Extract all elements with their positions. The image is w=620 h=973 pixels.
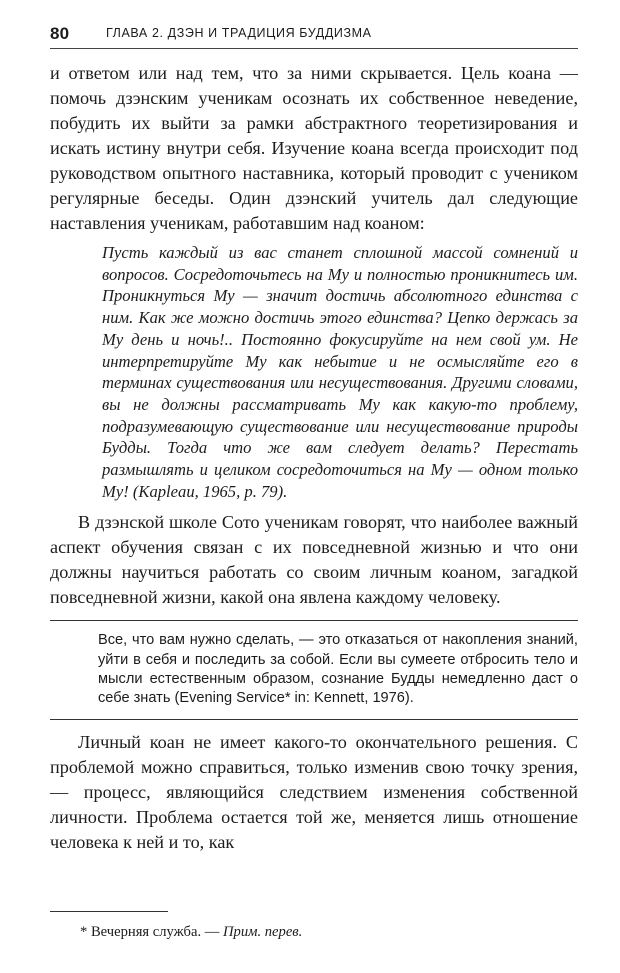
footnote: [80, 923, 302, 942]
book-page: [50, 22, 578, 962]
teacher-quote: Пусть каждый из вас станет сплошной массой сомнений и вопросов. Сосредоточьтесь на Му и полностью проникнитесь им. Проникнуться Му — значит достичь абсолютного единства с ним. Как же можно достичь этого единства? Цепко держась за Му день и ночь!.. Постоянно фокусируйте на нем свой ум. Не интерпретируйте Му как небытие и не осмысляйте его в терминах существования или несуществования. Другими словами, вы не должны рассматривать Му как какую-то проблему, подразумевающую существование или несуществование природы Будды. Тогда что же вам следует делать? Перестать размышлять и целиком сосредоточиться на Му — одном только Му! (Kapleau, 1965, p. 79).: [102, 243, 578, 501]
page-number: 80: [50, 24, 70, 43]
footnote-text: * Вечерняя служба. —: [80, 924, 220, 940]
paragraph-koan-purpose: и ответом или над тем, что за ними скрывается. Цель коана — помочь дзэнским ученикам осознать их собственное неведение, побудить их выйти за рамки абстрактного теоретизирования и искать истину внутри себя. Изучение коана всегда происходит под руководством опытного наставника, который проводит с учеником регулярные беседы. Один дзэнский учитель дал следующие наставления ученикам, работавшим над коаном:: [50, 63, 578, 233]
boxed-quotation: Все, что вам нужно сделать, — это отказаться от накопления знаний, уйти в себя и последить за собой. Если вы сумеете отбросить тело и мысли естественным образом, сознание Будды немедленно даст о себе знать (Evening Service* in: Kennett, 1976).: [50, 620, 578, 719]
paragraph-soto-school: В дзэнской школе Сото ученикам говорят, что наиболее важный аспект обучения связан с их повседневной жизнью и что они должны научиться работать со своим личным коаном, загадкой повседневной жизни, какой она явлена каждому человеку.: [50, 512, 578, 608]
footnote-divider: [50, 911, 168, 912]
footnote-translator-note: Прим. перев.: [223, 924, 303, 940]
running-header: [50, 22, 578, 49]
chapter-title: ГЛАВА 2. ДЗЭН И ТРАДИЦИЯ БУДДИЗМА: [106, 26, 372, 40]
paragraph-personal-koan: Личный коан не имеет какого-то окончательного решения. С проблемой можно справиться, только изменив свою точку зрения, — процесс, являющийся следствием изменения собственной личности. Проблема остается той же, меняется лишь отношение человека к ней и то, как: [50, 731, 578, 852]
